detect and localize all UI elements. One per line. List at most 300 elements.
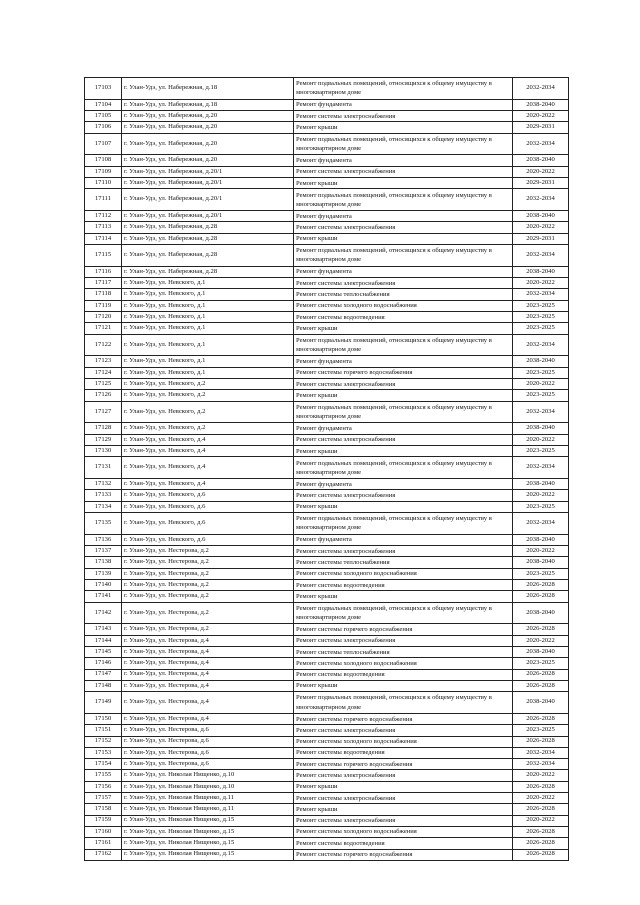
table-row <box>85 222 569 233</box>
period-cell: 2032-2034 <box>513 513 569 535</box>
table-row <box>85 166 569 177</box>
row-number: 17118 <box>85 289 122 300</box>
row-number: 17103 <box>85 78 122 100</box>
address-cell: г. Улан-Удэ, ул. Набережная, д.28 <box>122 266 294 277</box>
period-cell: 2023-2025 <box>513 725 569 736</box>
address-cell: г. Улан-Удэ, ул. Нестерова, д.4 <box>122 646 294 657</box>
address-cell: г. Улан-Удэ, ул. Нестерова, д.4 <box>122 669 294 680</box>
row-number: 17126 <box>85 390 122 401</box>
period-cell: 2038-2040 <box>513 356 569 367</box>
address-cell: г. Улан-Удэ, ул. Нестерова, д.4 <box>122 713 294 724</box>
period-cell: 2026-2028 <box>513 624 569 635</box>
table-row <box>85 781 569 792</box>
work-type-cell: Ремонт системы теплоснабжения <box>294 289 513 300</box>
row-number: 17127 <box>85 401 122 423</box>
address-cell: г. Улан-Удэ, ул. Невского, д.1 <box>122 323 294 334</box>
work-type-cell: Ремонт системы электроснабжения <box>294 379 513 390</box>
period-cell: 2032-2034 <box>513 401 569 423</box>
row-number: 17140 <box>85 579 122 590</box>
table-row <box>85 211 569 222</box>
table-row <box>85 278 569 289</box>
table-row <box>85 568 569 579</box>
work-type-cell: Ремонт фундамента <box>294 99 513 110</box>
table-row <box>85 713 569 724</box>
table-row <box>85 804 569 815</box>
row-number: 17107 <box>85 133 122 155</box>
row-number: 17148 <box>85 680 122 691</box>
address-cell: г. Улан-Удэ, ул. Набережная, д.20/1 <box>122 189 294 211</box>
table-row <box>85 133 569 155</box>
period-cell: 2029-2031 <box>513 122 569 133</box>
period-cell: 2026-2028 <box>513 849 569 860</box>
work-type-cell: Ремонт крыши <box>294 122 513 133</box>
period-cell: 2032-2034 <box>513 457 569 479</box>
table-row <box>85 312 569 323</box>
row-number: 17112 <box>85 211 122 222</box>
address-cell: г. Улан-Удэ, ул. Невского, д.2 <box>122 379 294 390</box>
address-cell: г. Улан-Удэ, ул. Невского, д.4 <box>122 457 294 479</box>
table-row <box>85 111 569 122</box>
table-row <box>85 849 569 860</box>
work-type-cell: Ремонт системы электроснабжения <box>294 278 513 289</box>
address-cell: г. Улан-Удэ, ул. Набережная, д.20/1 <box>122 211 294 222</box>
period-cell: 2038-2040 <box>513 602 569 624</box>
work-type-cell: Ремонт подвальных помещений, относящихся к общему имуществу в многоквартирном доме <box>294 334 513 356</box>
table-row <box>85 557 569 568</box>
work-type-cell: Ремонт фундамента <box>294 155 513 166</box>
work-type-cell: Ремонт фундамента <box>294 211 513 222</box>
address-cell: г. Улан-Удэ, ул. Николая Нищенко, д.11 <box>122 804 294 815</box>
table-row <box>85 155 569 166</box>
work-type-cell: Ремонт подвальных помещений, относящихся к общему имуществу в многоквартирном доме <box>294 189 513 211</box>
row-number: 17130 <box>85 446 122 457</box>
row-number: 17104 <box>85 99 122 110</box>
work-type-cell: Ремонт системы электроснабжения <box>294 166 513 177</box>
work-type-cell: Ремонт системы холодного водоснабжения <box>294 736 513 747</box>
table-row <box>85 838 569 849</box>
address-cell: г. Улан-Удэ, ул. Нестерова, д.4 <box>122 658 294 669</box>
table-body <box>85 78 569 861</box>
address-cell: г. Улан-Удэ, ул. Нестерова, д.2 <box>122 591 294 602</box>
address-cell: г. Улан-Удэ, ул. Невского, д.1 <box>122 334 294 356</box>
work-type-cell: Ремонт системы электроснабжения <box>294 635 513 646</box>
period-cell: 2020-2022 <box>513 222 569 233</box>
period-cell: 2032-2034 <box>513 747 569 758</box>
row-number: 17138 <box>85 557 122 568</box>
work-type-cell: Ремонт системы горячего водоснабжения <box>294 624 513 635</box>
address-cell: г. Улан-Удэ, ул. Нестерова, д.2 <box>122 546 294 557</box>
row-number: 17150 <box>85 713 122 724</box>
table-row <box>85 591 569 602</box>
row-number: 17156 <box>85 781 122 792</box>
address-cell: г. Улан-Удэ, ул. Невского, д.4 <box>122 479 294 490</box>
address-cell: г. Улан-Удэ, ул. Нестерова, д.2 <box>122 602 294 624</box>
row-number: 17114 <box>85 233 122 244</box>
work-type-cell: Ремонт системы холодного водоснабжения <box>294 568 513 579</box>
address-cell: г. Улан-Удэ, ул. Невского, д.1 <box>122 356 294 367</box>
work-type-cell: Ремонт системы горячего водоснабжения <box>294 759 513 770</box>
work-type-cell: Ремонт крыши <box>294 501 513 512</box>
table-row <box>85 546 569 557</box>
table-row <box>85 747 569 758</box>
period-cell: 2038-2040 <box>513 99 569 110</box>
table-row <box>85 266 569 277</box>
period-cell: 2023-2025 <box>513 312 569 323</box>
table-row <box>85 300 569 311</box>
row-number: 17120 <box>85 312 122 323</box>
row-number: 17160 <box>85 826 122 837</box>
address-cell: г. Улан-Удэ, ул. Невского, д.4 <box>122 446 294 457</box>
row-number: 17157 <box>85 793 122 804</box>
row-number: 17161 <box>85 838 122 849</box>
row-number: 17153 <box>85 747 122 758</box>
period-cell: 2038-2040 <box>513 557 569 568</box>
address-cell: г. Улан-Удэ, ул. Невского, д.6 <box>122 513 294 535</box>
work-type-cell: Ремонт крыши <box>294 390 513 401</box>
address-cell: г. Улан-Удэ, ул. Нестерова, д.6 <box>122 759 294 770</box>
address-cell: г. Улан-Удэ, ул. Николая Нищенко, д.10 <box>122 781 294 792</box>
work-type-cell: Ремонт системы водоотведения <box>294 838 513 849</box>
period-cell: 2023-2025 <box>513 568 569 579</box>
table-row <box>85 245 569 267</box>
table-row <box>85 646 569 657</box>
work-type-cell: Ремонт фундамента <box>294 479 513 490</box>
table-row <box>85 826 569 837</box>
address-cell: г. Улан-Удэ, ул. Нестерова, д.6 <box>122 725 294 736</box>
row-number: 17110 <box>85 178 122 189</box>
address-cell: г. Улан-Удэ, ул. Невского, д.2 <box>122 390 294 401</box>
work-type-cell: Ремонт крыши <box>294 591 513 602</box>
work-type-cell: Ремонт системы горячего водоснабжения <box>294 367 513 378</box>
address-cell: г. Улан-Удэ, ул. Нестерова, д.4 <box>122 635 294 646</box>
work-type-cell: Ремонт фундамента <box>294 266 513 277</box>
work-type-cell: Ремонт крыши <box>294 680 513 691</box>
table-row <box>85 534 569 545</box>
row-number: 17129 <box>85 434 122 445</box>
work-type-cell: Ремонт системы горячего водоснабжения <box>294 713 513 724</box>
table-row <box>85 692 569 714</box>
work-type-cell: Ремонт крыши <box>294 446 513 457</box>
period-cell: 2020-2022 <box>513 379 569 390</box>
address-cell: г. Улан-Удэ, ул. Набережная, д.28 <box>122 233 294 244</box>
period-cell: 2032-2034 <box>513 245 569 267</box>
row-number: 17149 <box>85 692 122 714</box>
work-type-cell: Ремонт фундамента <box>294 423 513 434</box>
table-row <box>85 579 569 590</box>
address-cell: г. Улан-Удэ, ул. Нестерова, д.2 <box>122 579 294 590</box>
address-cell: г. Улан-Удэ, ул. Набережная, д.28 <box>122 245 294 267</box>
work-type-cell: Ремонт системы горячего водоснабжения <box>294 849 513 860</box>
address-cell: г. Улан-Удэ, ул. Набережная, д.28 <box>122 222 294 233</box>
row-number: 17162 <box>85 849 122 860</box>
table-row <box>85 725 569 736</box>
table-row <box>85 513 569 535</box>
period-cell: 2038-2040 <box>513 534 569 545</box>
row-number: 17117 <box>85 278 122 289</box>
address-cell: г. Улан-Удэ, ул. Нестерова, д.4 <box>122 680 294 691</box>
table-row <box>85 490 569 501</box>
period-cell: 2032-2034 <box>513 189 569 211</box>
work-type-cell: Ремонт подвальных помещений, относящихся к общему имуществу в многоквартирном доме <box>294 401 513 423</box>
address-cell: г. Улан-Удэ, ул. Набережная, д.20 <box>122 133 294 155</box>
work-type-cell: Ремонт подвальных помещений, относящихся к общему имуществу в многоквартирном доме <box>294 692 513 714</box>
period-cell: 2023-2025 <box>513 390 569 401</box>
table-row <box>85 289 569 300</box>
period-cell: 2038-2040 <box>513 211 569 222</box>
row-number: 17105 <box>85 111 122 122</box>
table-row <box>85 479 569 490</box>
table-row <box>85 356 569 367</box>
address-cell: г. Улан-Удэ, ул. Невского, д.4 <box>122 434 294 445</box>
address-cell: г. Улан-Удэ, ул. Николая Нищенко, д.15 <box>122 849 294 860</box>
address-cell: г. Улан-Удэ, ул. Невского, д.2 <box>122 423 294 434</box>
row-number: 17155 <box>85 770 122 781</box>
address-cell: г. Улан-Удэ, ул. Николая Нищенко, д.15 <box>122 826 294 837</box>
table-row <box>85 736 569 747</box>
period-cell: 2023-2025 <box>513 367 569 378</box>
work-type-cell: Ремонт фундамента <box>294 534 513 545</box>
period-cell: 2020-2022 <box>513 815 569 826</box>
table-row <box>85 78 569 100</box>
row-number: 17159 <box>85 815 122 826</box>
table-row <box>85 401 569 423</box>
row-number: 17136 <box>85 534 122 545</box>
table-row <box>85 770 569 781</box>
row-number: 17139 <box>85 568 122 579</box>
row-number: 17124 <box>85 367 122 378</box>
table-row <box>85 669 569 680</box>
row-number: 17121 <box>85 323 122 334</box>
address-cell: г. Улан-Удэ, ул. Нестерова, д.2 <box>122 557 294 568</box>
row-number: 17154 <box>85 759 122 770</box>
row-number: 17111 <box>85 189 122 211</box>
period-cell: 2038-2040 <box>513 479 569 490</box>
table-row <box>85 122 569 133</box>
period-cell: 2020-2022 <box>513 111 569 122</box>
address-cell: г. Улан-Удэ, ул. Невского, д.6 <box>122 490 294 501</box>
row-number: 17116 <box>85 266 122 277</box>
row-number: 17147 <box>85 669 122 680</box>
row-number: 17145 <box>85 646 122 657</box>
period-cell: 2032-2034 <box>513 133 569 155</box>
row-number: 17146 <box>85 658 122 669</box>
row-number: 17142 <box>85 602 122 624</box>
address-cell: г. Улан-Удэ, ул. Невского, д.1 <box>122 367 294 378</box>
period-cell: 2032-2034 <box>513 78 569 100</box>
work-type-cell: Ремонт системы электроснабжения <box>294 490 513 501</box>
table-row <box>85 446 569 457</box>
address-cell: г. Улан-Удэ, ул. Невского, д.2 <box>122 401 294 423</box>
work-type-cell: Ремонт системы электроснабжения <box>294 546 513 557</box>
work-type-cell: Ремонт системы электроснабжения <box>294 111 513 122</box>
row-number: 17144 <box>85 635 122 646</box>
row-number: 17106 <box>85 122 122 133</box>
table-row <box>85 624 569 635</box>
address-cell: г. Улан-Удэ, ул. Невского, д.1 <box>122 278 294 289</box>
row-number: 17125 <box>85 379 122 390</box>
row-number: 17122 <box>85 334 122 356</box>
period-cell: 2038-2040 <box>513 646 569 657</box>
table-row <box>85 658 569 669</box>
period-cell: 2023-2025 <box>513 501 569 512</box>
table-row <box>85 334 569 356</box>
table-row <box>85 635 569 646</box>
address-cell: г. Улан-Удэ, ул. Нестерова, д.2 <box>122 568 294 579</box>
row-number: 17134 <box>85 501 122 512</box>
work-type-cell: Ремонт системы электроснабжения <box>294 815 513 826</box>
work-type-cell: Ремонт системы электроснабжения <box>294 222 513 233</box>
table-row <box>85 379 569 390</box>
work-type-cell: Ремонт системы водоотведения <box>294 579 513 590</box>
table-row <box>85 434 569 445</box>
work-type-cell: Ремонт системы холодного водоснабжения <box>294 300 513 311</box>
row-number: 17128 <box>85 423 122 434</box>
period-cell: 2032-2034 <box>513 334 569 356</box>
table-row <box>85 323 569 334</box>
table-row <box>85 189 569 211</box>
period-cell: 2038-2040 <box>513 692 569 714</box>
period-cell: 2026-2028 <box>513 680 569 691</box>
row-number: 17133 <box>85 490 122 501</box>
table-row <box>85 759 569 770</box>
row-number: 17109 <box>85 166 122 177</box>
period-cell: 2026-2028 <box>513 804 569 815</box>
period-cell: 2023-2025 <box>513 658 569 669</box>
work-type-cell: Ремонт подвальных помещений, относящихся к общему имуществу в многоквартирном доме <box>294 602 513 624</box>
row-number: 17108 <box>85 155 122 166</box>
row-number: 17132 <box>85 479 122 490</box>
address-cell: г. Улан-Удэ, ул. Нестерова, д.6 <box>122 736 294 747</box>
table-row <box>85 423 569 434</box>
address-cell: г. Улан-Удэ, ул. Набережная, д.20 <box>122 122 294 133</box>
work-type-cell: Ремонт системы теплоснабжения <box>294 557 513 568</box>
work-type-cell: Ремонт крыши <box>294 178 513 189</box>
period-cell: 2020-2022 <box>513 635 569 646</box>
work-type-cell: Ремонт системы водоотведения <box>294 312 513 323</box>
table-row <box>85 367 569 378</box>
table-row <box>85 99 569 110</box>
period-cell: 2026-2028 <box>513 826 569 837</box>
period-cell: 2029-2031 <box>513 233 569 244</box>
work-type-cell: Ремонт подвальных помещений, относящихся к общему имуществу в многоквартирном доме <box>294 457 513 479</box>
period-cell: 2038-2040 <box>513 155 569 166</box>
period-cell: 2020-2022 <box>513 770 569 781</box>
period-cell: 2026-2028 <box>513 579 569 590</box>
period-cell: 2020-2022 <box>513 490 569 501</box>
work-type-cell: Ремонт системы водоотведения <box>294 747 513 758</box>
table-row <box>85 501 569 512</box>
period-cell: 2038-2040 <box>513 266 569 277</box>
table-row <box>85 680 569 691</box>
row-number: 17135 <box>85 513 122 535</box>
address-cell: г. Улан-Удэ, ул. Набережная, д.18 <box>122 78 294 100</box>
address-cell: г. Улан-Удэ, ул. Николая Нищенко, д.10 <box>122 770 294 781</box>
work-type-cell: Ремонт фундамента <box>294 356 513 367</box>
work-type-cell: Ремонт системы теплоснабжения <box>294 646 513 657</box>
period-cell: 2020-2022 <box>513 793 569 804</box>
period-cell: 2023-2025 <box>513 323 569 334</box>
table-row <box>85 602 569 624</box>
row-number: 17123 <box>85 356 122 367</box>
address-cell: г. Улан-Удэ, ул. Невского, д.1 <box>122 300 294 311</box>
work-type-cell: Ремонт подвальных помещений, относящихся к общему имуществу в многоквартирном доме <box>294 133 513 155</box>
row-number: 17137 <box>85 546 122 557</box>
work-type-cell: Ремонт крыши <box>294 233 513 244</box>
address-cell: г. Улан-Удэ, ул. Нестерова, д.4 <box>122 692 294 714</box>
address-cell: г. Улан-Удэ, ул. Невского, д.6 <box>122 534 294 545</box>
address-cell: г. Улан-Удэ, ул. Нестерова, д.6 <box>122 747 294 758</box>
period-cell: 2020-2022 <box>513 434 569 445</box>
work-type-cell: Ремонт системы электроснабжения <box>294 725 513 736</box>
period-cell: 2023-2025 <box>513 446 569 457</box>
work-type-cell: Ремонт подвальных помещений, относящихся к общему имуществу в многоквартирном доме <box>294 245 513 267</box>
row-number: 17151 <box>85 725 122 736</box>
period-cell: 2023-2025 <box>513 300 569 311</box>
work-type-cell: Ремонт системы водоотведения <box>294 669 513 680</box>
address-cell: г. Улан-Удэ, ул. Набережная, д.20/1 <box>122 178 294 189</box>
address-cell: г. Улан-Удэ, ул. Николая Нищенко, д.11 <box>122 793 294 804</box>
work-type-cell: Ремонт крыши <box>294 781 513 792</box>
work-type-cell: Ремонт системы холодного водоснабжения <box>294 658 513 669</box>
row-number: 17158 <box>85 804 122 815</box>
period-cell: 2026-2028 <box>513 713 569 724</box>
table-row <box>85 793 569 804</box>
row-number: 17143 <box>85 624 122 635</box>
period-cell: 2026-2028 <box>513 669 569 680</box>
work-type-cell: Ремонт крыши <box>294 323 513 334</box>
work-type-cell: Ремонт подвальных помещений, относящихся к общему имуществу в многоквартирном доме <box>294 78 513 100</box>
period-cell: 2020-2022 <box>513 546 569 557</box>
work-type-cell: Ремонт системы электроснабжения <box>294 793 513 804</box>
work-type-cell: Ремонт системы холодного водоснабжения <box>294 826 513 837</box>
period-cell: 2020-2022 <box>513 166 569 177</box>
period-cell: 2026-2028 <box>513 736 569 747</box>
address-cell: г. Улан-Удэ, ул. Набережная, д.20 <box>122 155 294 166</box>
work-type-cell: Ремонт крыши <box>294 804 513 815</box>
period-cell: 2026-2028 <box>513 781 569 792</box>
address-cell: г. Улан-Удэ, ул. Набережная, д.20/1 <box>122 166 294 177</box>
row-number: 17113 <box>85 222 122 233</box>
table-row <box>85 390 569 401</box>
period-cell: 2020-2022 <box>513 278 569 289</box>
period-cell: 2038-2040 <box>513 423 569 434</box>
row-number: 17131 <box>85 457 122 479</box>
row-number: 17152 <box>85 736 122 747</box>
row-number: 17119 <box>85 300 122 311</box>
address-cell: г. Улан-Удэ, ул. Невского, д.6 <box>122 501 294 512</box>
address-cell: г. Улан-Удэ, ул. Набережная, д.20 <box>122 111 294 122</box>
table-row <box>85 233 569 244</box>
address-cell: г. Улан-Удэ, ул. Невского, д.1 <box>122 312 294 323</box>
work-type-cell: Ремонт подвальных помещений, относящихся к общему имуществу в многоквартирном доме <box>294 513 513 535</box>
work-type-cell: Ремонт системы электроснабжения <box>294 770 513 781</box>
table-row <box>85 815 569 826</box>
table-row <box>85 457 569 479</box>
period-cell: 2032-2034 <box>513 289 569 300</box>
work-type-cell: Ремонт системы электроснабжения <box>294 434 513 445</box>
repair-schedule-table <box>84 77 569 861</box>
address-cell: г. Улан-Удэ, ул. Нестерова, д.2 <box>122 624 294 635</box>
period-cell: 2029-2031 <box>513 178 569 189</box>
table-row <box>85 178 569 189</box>
row-number: 17115 <box>85 245 122 267</box>
period-cell: 2032-2034 <box>513 759 569 770</box>
period-cell: 2026-2028 <box>513 838 569 849</box>
address-cell: г. Улан-Удэ, ул. Набережная, д.18 <box>122 99 294 110</box>
period-cell: 2026-2028 <box>513 591 569 602</box>
row-number: 17141 <box>85 591 122 602</box>
address-cell: г. Улан-Удэ, ул. Невского, д.1 <box>122 289 294 300</box>
